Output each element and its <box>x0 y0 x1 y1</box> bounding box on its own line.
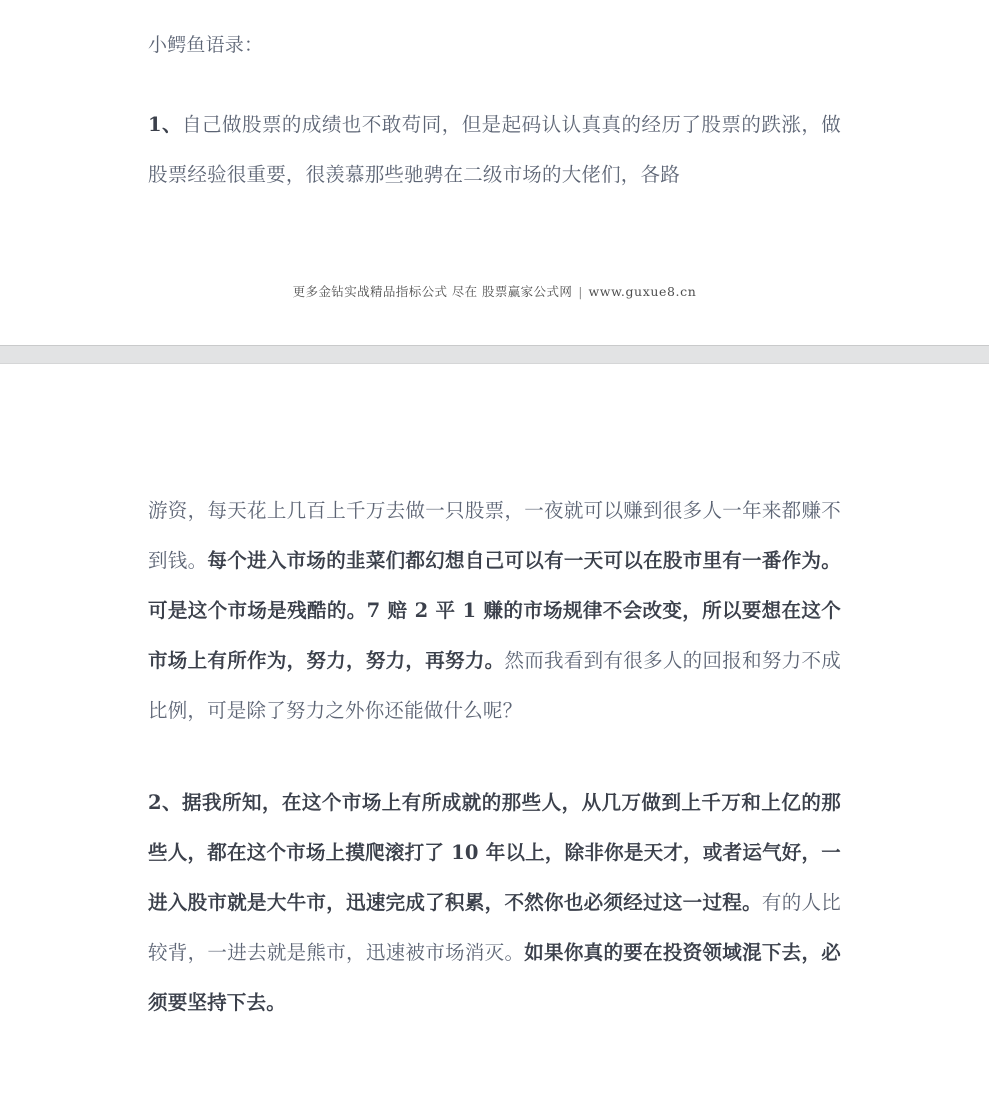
paragraph-3-segment-bold-2: 如果你真的要在投资领域混下去，必须要坚持下去。 <box>148 941 841 1014</box>
paragraph-1 <box>148 62 841 200</box>
paragraph-2-segment-light-1: 游资，每天花上几百上千万去做一只股票，一夜就可以赚到很多人一年来都赚不到钱。 <box>148 499 841 572</box>
footer-watermark <box>0 283 989 301</box>
paragraph-1-line-2: 跌涨，做股票经验很重要，很羡慕那些驰骋在二级市场的大佬们，各路 <box>148 113 841 186</box>
page-separator <box>0 345 989 364</box>
paragraph-2 <box>148 364 841 736</box>
paragraph-2-segment-bold-numbers: 7 赔 2 平 1 赚的市场规律不会改变，所以要想在这个市场上有所作为，努力，努力，再努力。 <box>148 599 842 672</box>
page-title: 小鳄鱼语录： <box>148 34 264 56</box>
watermark-url: www.guxue8.cn <box>588 284 697 299</box>
paragraph-3-segment-light-1: 有的人比较背，一进去就是熊市，迅速被市场消灭。 <box>148 891 841 964</box>
paragraph-2-segment-bold-1: 每个进入市场的韭菜们都幻想自己可以有一天可以在股市里有一番作为。可是这个市场是残酷的。 <box>148 549 841 622</box>
paragraph-3 <box>148 736 841 1028</box>
watermark-text: 更多金钻实战精品指标公式 尽在 股票赢家公式网 <box>292 284 573 299</box>
list-marker-2: 2、 <box>148 791 183 814</box>
document-page-2 <box>0 364 989 1097</box>
paragraph-2-segment-light-2: 然而我看到有很多人的回报和努力不成比例，可是除了努力之外你还能做什么呢？ <box>148 649 841 722</box>
watermark-separator: | <box>578 284 583 299</box>
list-marker-1: 1、 <box>148 113 183 136</box>
paragraph-3-segment-bold-1: 据我所知，在这个市场上有所成就的那些人，从几万做到上千万和上亿的那些人，都在这个市场上摸爬滚打了 10 年以上，除非你是天才，或者运气好，一进入股市就是大牛市，迅速完成了积累，不然你也必须经过这一过程。 <box>148 791 841 914</box>
paragraph-1-line-1: 自己做股票的成绩也不敢苟同，但是起码认认真真的经历了股票的 <box>182 113 762 136</box>
document-page-1 <box>0 0 989 345</box>
